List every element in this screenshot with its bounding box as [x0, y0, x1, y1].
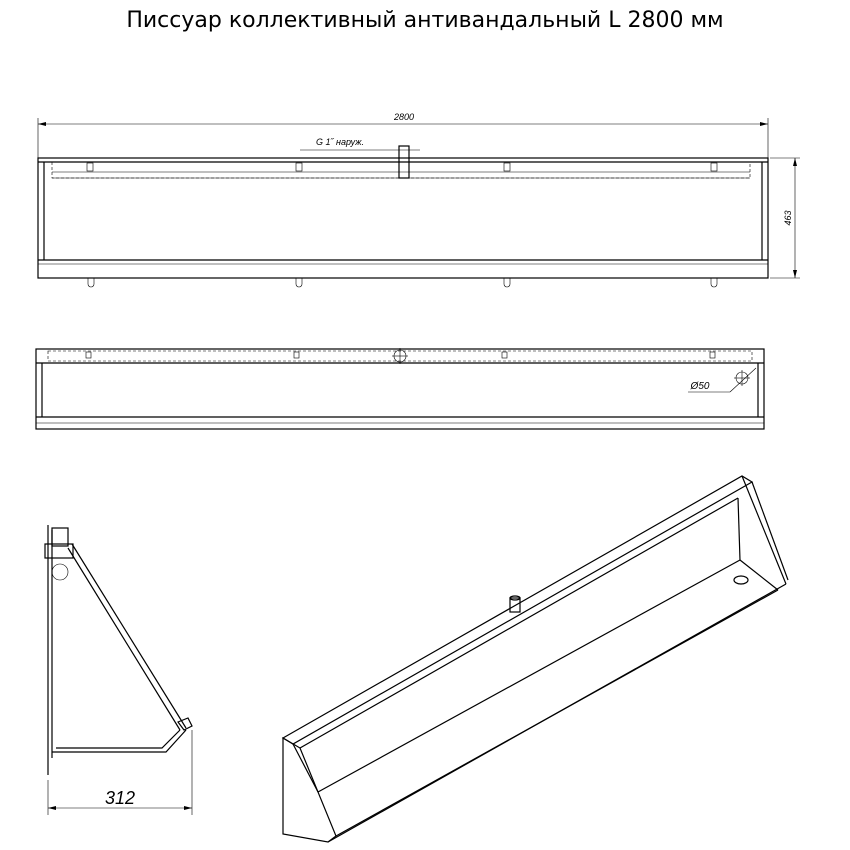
flush-pipe-rail: [52, 162, 750, 178]
mounting-feet: [88, 278, 717, 287]
height-dimension-label: 463: [783, 210, 793, 226]
dim-arrow-right: [760, 122, 768, 126]
iso-drain-hole: [734, 576, 748, 584]
dim-arrow-left: [38, 122, 46, 126]
isometric-view: [283, 476, 788, 842]
length-dimension-label: 2800: [393, 112, 415, 122]
side-slanted-front: [72, 544, 186, 728]
front-view: [38, 112, 800, 287]
side-bottom: [52, 730, 186, 752]
depth-dimension-label: 312: [104, 788, 136, 808]
side-view: [45, 525, 192, 815]
mounting-points: [87, 163, 717, 171]
inlet-label: G 1˝ наруж.: [316, 137, 364, 147]
page-title: Писсуар коллективный антивандальный L 2800 мм: [126, 8, 724, 33]
iso-left-end: [283, 738, 336, 842]
drain-label: Ø50: [690, 381, 710, 392]
iso-top-rail: [283, 476, 752, 744]
side-top-fitting: [52, 528, 68, 546]
side-pipe-section: [52, 564, 68, 580]
top-view: [36, 348, 764, 429]
